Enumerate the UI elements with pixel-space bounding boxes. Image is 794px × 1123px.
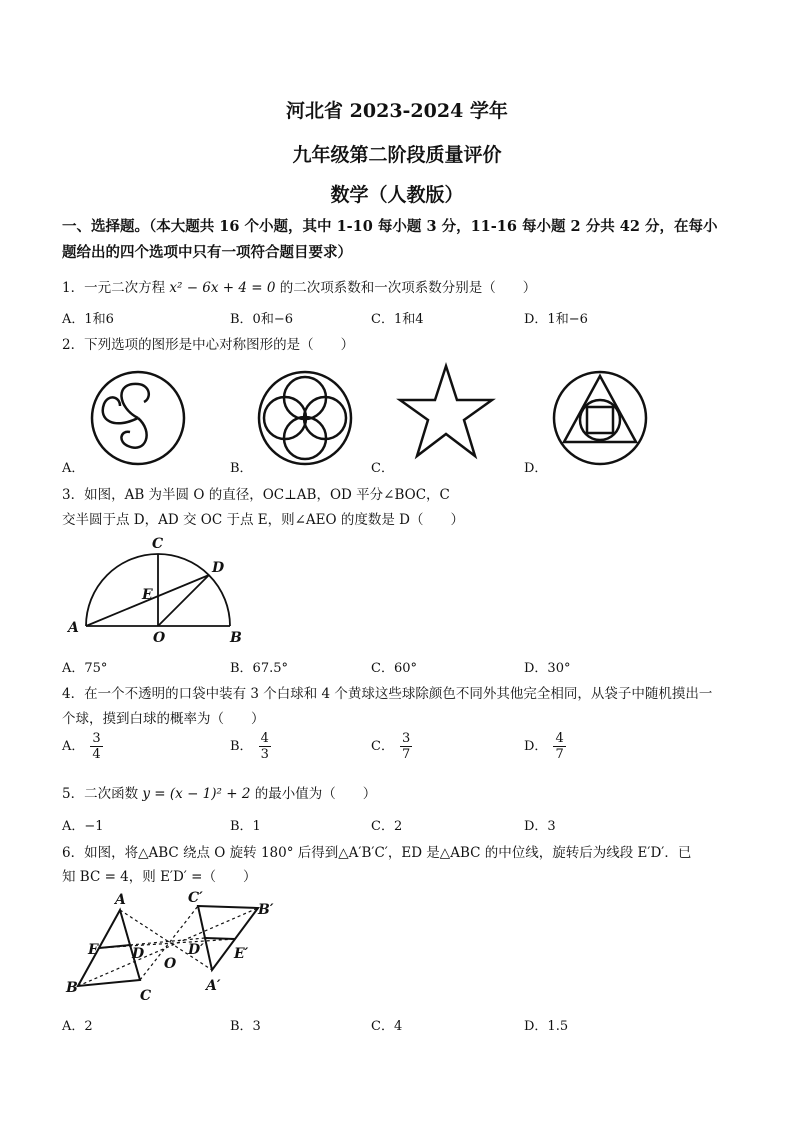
q5-pre: 5．二次函数 [62,786,143,802]
label-d: D [132,946,145,962]
label-o: O [153,630,166,646]
question-4-line1: 4．在一个不透明的口袋中装有 3 个白球和 4 个黄球这些球除颜色不同外其他完全相同，从袋子中随机摸出一 [62,686,713,702]
label-d-prime: D′ [188,942,204,958]
q1-post: 的二次项系数和一次项系数分别是（ ） [275,280,537,296]
label-e: E [142,587,153,603]
label-c-prime: C′ [188,890,203,906]
denominator: 4 [92,747,101,762]
label-c: C [152,536,164,552]
label-e: E [88,942,99,958]
question-3-line2: 交半圆于点 D，AD 交 OC 于点 E，则∠AEO 的度数是 D（ ） [62,512,464,528]
q5-option-c[interactable]: C．2 [371,819,403,834]
q2-option-d[interactable]: D． [524,461,548,476]
q4-option-c[interactable] [371,731,412,762]
question-3-line1: 3．如图，AB 为半圆 O 的直径，OC⊥AB，OD 平分∠BOC，C [62,487,450,503]
q6-option-c[interactable]: C．4 [371,1019,403,1034]
q2-option-c[interactable]: C． [371,461,394,476]
page-title: 河北省 2023-2024 学年 [286,100,508,122]
label-e-prime: E′ [234,946,249,962]
q1-option-d[interactable]: D．1和−6 [524,312,588,327]
q5-option-b[interactable]: B．1 [230,819,261,834]
four-petal-circle-icon [255,368,355,468]
label-b: B [66,980,78,996]
q1-equation: x² − 6x + 4 = 0 [169,280,276,296]
q5-post: 的最小值为（ ） [250,786,377,802]
q2-option-a[interactable]: A． [62,461,85,476]
label-b: B [230,630,242,646]
q1-option-c[interactable]: C．1和4 [371,312,424,327]
label-a-prime: A′ [206,978,221,994]
triangle-in-circle-icon [550,368,650,468]
label-b-prime: B′ [258,902,274,918]
q2-option-b[interactable]: B． [230,461,253,476]
numerator: 3 [92,731,101,746]
denominator: 3 [260,747,269,762]
q4-option-d-fraction [553,731,565,762]
star-icon [398,362,494,462]
numerator: 3 [401,731,411,746]
q1-option-b[interactable]: B．0和−6 [230,312,293,327]
q5-option-a[interactable]: A．−1 [62,819,104,834]
question-6-line2: 知 BC = 4，则 E′D′ =（ ） [62,869,257,885]
subject-title: 数学（人教版） [330,184,464,206]
q4-option-b-letter: B． [230,739,253,754]
q4-option-b[interactable] [230,731,271,762]
q1-option-a[interactable]: A．1和6 [62,312,114,327]
q3-option-b[interactable]: B．67.5° [230,661,288,676]
q4-option-a[interactable] [62,731,103,762]
numerator: 4 [555,731,564,746]
q3-option-d[interactable]: D．30° [524,661,571,676]
q5-equation: y = (x − 1)² + 2 [142,786,251,802]
q4-option-a-letter: A． [62,739,85,754]
q3-option-a[interactable]: A．75° [62,661,108,676]
denominator: 7 [555,747,564,762]
q4-option-d-letter: D． [524,739,548,754]
label-a: A [115,892,126,908]
question-2: 2．下列选项的图形是中心对称图形的是（ ） [62,337,355,353]
label-d: D [212,560,225,576]
section-heading-line1: 一、选择题。（本大题共 16 个小题，其中 1-10 每小题 3 分，11-16 每小题 2 分共 42 分，在每小 [62,218,718,235]
q5-option-d[interactable]: D．3 [524,819,556,834]
page-subtitle: 九年级第二阶段质量评价 [292,144,502,166]
yin-yang-like-icon [88,368,188,468]
question-1 [62,276,536,296]
q6-option-b[interactable]: B．3 [230,1019,261,1034]
question-6-line1: 6．如图，将△ABC 绕点 O 旋转 180° 后得到△A′B′C′，ED 是△ABC 的中位线，旋转后为线段 E′D′．已 [62,845,692,861]
section-heading-line2: 题给出的四个选项中只有一项符合题目要求） [62,244,352,261]
label-a: A [68,620,79,636]
q4-option-c-letter: C． [371,739,394,754]
q4-option-c-fraction [400,731,412,762]
q3-option-c[interactable]: C．60° [371,661,417,676]
q6-option-a[interactable]: A．2 [62,1019,93,1034]
question-5 [62,782,376,802]
q4-option-d[interactable] [524,731,566,762]
semicircle-figure [62,532,252,647]
q1-pre: 1．一元二次方程 [62,280,170,296]
label-o: O [164,956,177,972]
label-c: C [140,988,152,1004]
q6-option-d[interactable]: D．1.5 [524,1019,569,1034]
rotation-figure [62,888,292,1006]
question-4-line2: 个球，摸到白球的概率为（ ） [62,711,265,727]
q4-option-a-fraction [90,731,102,762]
numerator: 4 [260,731,269,746]
q4-option-b-fraction [259,731,271,762]
denominator: 7 [401,747,411,762]
